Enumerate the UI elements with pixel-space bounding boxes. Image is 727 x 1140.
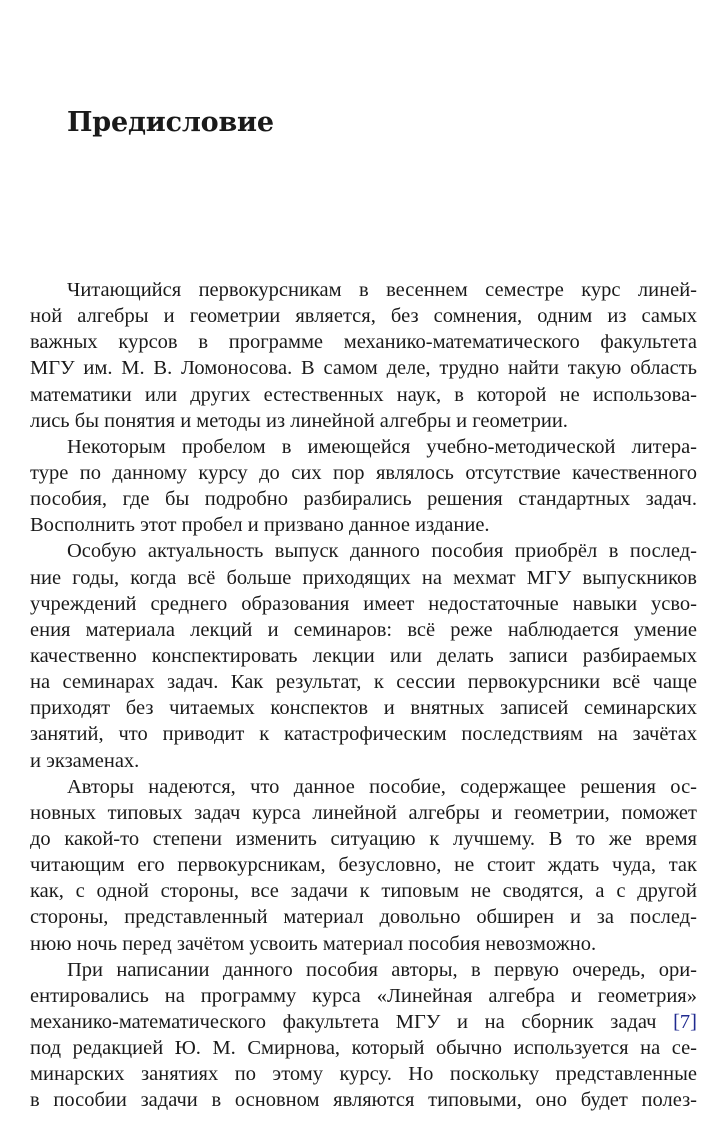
text-line: нюю ночь перед зачётом усвоить материал пособия невозможно. [30, 932, 597, 955]
text-line: стороны, представленный материал довольно обширен и за послед- [30, 906, 697, 929]
text-line: занятий, что приводит к катастрофическим последствиям на зачётах [30, 723, 697, 746]
text-line: качественно конспектировать лекции или делать записи разбираемых [30, 644, 697, 667]
text-line: минарских занятиях по этому курсу. Но поскольку представленные [30, 1063, 697, 1086]
paragraph [30, 538, 697, 773]
text-line: важных курсов в программе механико-математического факультета [30, 331, 697, 354]
text-line: туре по данному курсу до сих пор являлось отсутствие качественного [30, 461, 697, 484]
text-line: математики или других естественных наук, в которой не использова- [30, 383, 697, 406]
text-line: МГУ им. М. В. Ломоносова. В самом деле, трудно найти такую область [30, 357, 697, 380]
text-line: учреждений среднего образования имеет недостаточные навыки усво- [30, 592, 697, 615]
text-line: на семинарах задач. Как результат, к сессии первокурсники всё чаще [30, 671, 697, 694]
text-line: читающим его первокурсникам, безусловно, не стоит ждать чуда, так [30, 854, 697, 877]
text-line: ние годы, когда всё больше приходящих на мехмат МГУ выпускников [30, 566, 697, 589]
paragraph [30, 774, 697, 957]
text-line: и экзаменах. [30, 749, 140, 772]
paragraph [30, 957, 697, 1114]
text-line: пособия, где бы подробно разбирались решения стандартных задач. [30, 488, 697, 511]
citation-link[interactable]: [7] [673, 1010, 697, 1033]
text-line: в пособии задачи в основном являются типовыми, оно будет полез- [30, 1089, 697, 1112]
text-line: лись бы понятия и методы из линейной алгебры и геометрии. [30, 409, 568, 432]
text-line: Некоторым пробелом в имеющейся учебно-методической литера- [67, 435, 697, 458]
text-line-with-citation [30, 1009, 697, 1035]
document-body [30, 277, 697, 1114]
page-title: Предисловие [67, 107, 274, 138]
text-line: Авторы надеются, что данное пособие, содержащее решения ос- [67, 775, 697, 798]
text-line: приходят без читаемых конспектов и внятных записей семинарских [30, 697, 697, 720]
text-line: под редакцией Ю. М. Смирнова, который обычно используется на се- [30, 1037, 697, 1060]
text-line: Восполнить этот пробел и призвано данное издание. [30, 514, 490, 537]
text-line: При написании данного пособия авторы, в первую очередь, ори- [67, 958, 697, 981]
text-line: Особую актуальность выпуск данного пособия приобрёл в послед- [67, 540, 697, 563]
text-line: ения материала лекций и семинаров: всё реже наблюдается умение [30, 618, 697, 641]
text-line: ной алгебры и геометрии является, без сомнения, одним из самых [30, 305, 697, 328]
text-line: Читающийся первокурсникам в весеннем семестре курс линей- [67, 279, 697, 301]
text-line: механико-математического факультета МГУ и на сборник задач [30, 1010, 657, 1033]
paragraph [30, 434, 697, 539]
text-line: ентировались на программу курса «Линейная алгебра и геометрия» [30, 984, 697, 1007]
text-line: новных типовых задач курса линейной алгебры и геометрии, поможет [30, 801, 697, 824]
text-line: как, с одной стороны, все задачи к типовым не сводятся, а с другой [30, 880, 697, 903]
paragraph [30, 277, 697, 434]
text-line: до какой-то степени изменить ситуацию к лучшему. В то же время [30, 827, 697, 850]
